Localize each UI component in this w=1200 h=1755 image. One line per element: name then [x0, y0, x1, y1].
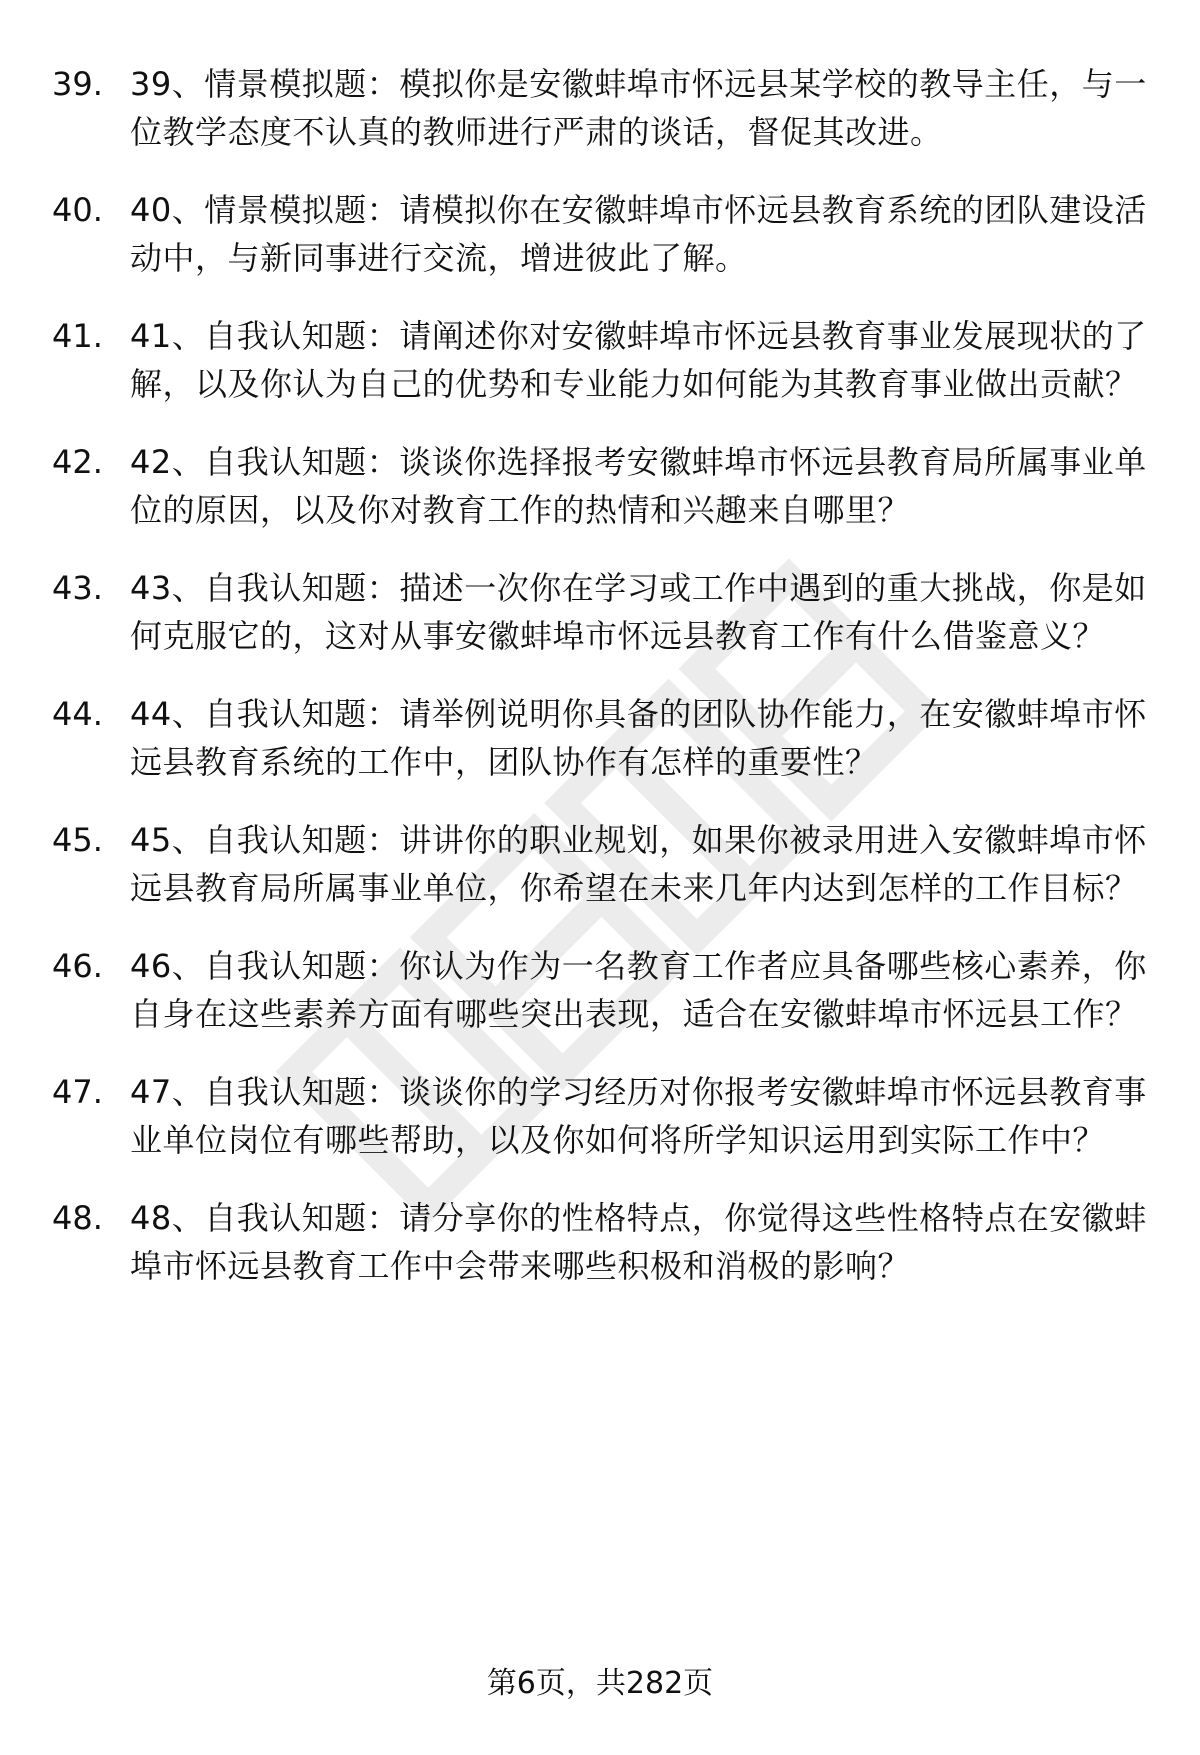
question-item [52, 1194, 1152, 1290]
question-text: 44、自我认知题：请举例说明你具备的团队协作能力，在安徽蚌埠市怀远县教育系统的工作中，团队协作有怎样的重要性？ [130, 695, 1147, 781]
question-number: 48. [52, 1199, 103, 1237]
question-item [52, 564, 1152, 660]
question-text: 45、自我认知题：讲讲你的职业规划，如果你被录用进入安徽蚌埠市怀远县教育局所属事业单位，你希望在未来几年内达到怎样的工作目标？ [130, 821, 1147, 907]
question-list [52, 60, 1152, 1320]
question-text: 39、情景模拟题：模拟你是安徽蚌埠市怀远县某学校的教导主任，与一位教学态度不认真的教师进行严肃的谈话，督促其改进。 [130, 65, 1147, 151]
question-text: 46、自我认知题：你认为作为一名教育工作者应具备哪些核心素养，你自身在这些素养方面有哪些突出表现，适合在安徽蚌埠市怀远县工作？ [130, 947, 1147, 1033]
question-number: 40. [52, 191, 103, 229]
question-item [52, 186, 1152, 282]
question-text: 41、自我认知题：请阐述你对安徽蚌埠市怀远县教育事业发展现状的了解，以及你认为自己的优势和专业能力如何能为其教育事业做出贡献？ [130, 317, 1147, 403]
question-number: 43. [52, 569, 103, 607]
question-item [52, 312, 1152, 408]
question-text: 48、自我认知题：请分享你的性格特点，你觉得这些性格特点在安徽蚌埠市怀远县教育工作中会带来哪些积极和消极的影响？ [130, 1199, 1147, 1285]
question-item [52, 1068, 1152, 1164]
question-item [52, 816, 1152, 912]
question-text: 42、自我认知题：谈谈你选择报考安徽蚌埠市怀远县教育局所属事业单位的原因，以及你对教育工作的热情和兴趣来自哪里？ [130, 443, 1147, 529]
question-number: 45. [52, 821, 103, 859]
question-text: 43、自我认知题：描述一次你在学习或工作中遇到的重大挑战，你是如何克服它的，这对从事安徽蚌埠市怀远县教育工作有什么借鉴意义？ [130, 569, 1147, 655]
question-number: 42. [52, 443, 103, 481]
page-number-footer: 第6页，共282页 [486, 1666, 714, 1701]
question-number: 44. [52, 695, 103, 733]
question-text: 47、自我认知题：谈谈你的学习经历对你报考安徽蚌埠市怀远县教育事业单位岗位有哪些帮助，以及你如何将所学知识运用到实际工作中？ [130, 1073, 1147, 1159]
question-number: 47. [52, 1073, 103, 1111]
question-number: 41. [52, 317, 103, 355]
question-item [52, 438, 1152, 534]
question-item [52, 942, 1152, 1038]
question-text: 40、情景模拟题：请模拟你在安徽蚌埠市怀远县教育系统的团队建设活动中，与新同事进行交流，增进彼此了解。 [130, 191, 1147, 277]
question-number: 39. [52, 65, 103, 103]
question-number: 46. [52, 947, 103, 985]
question-item [52, 60, 1152, 156]
question-item [52, 690, 1152, 786]
